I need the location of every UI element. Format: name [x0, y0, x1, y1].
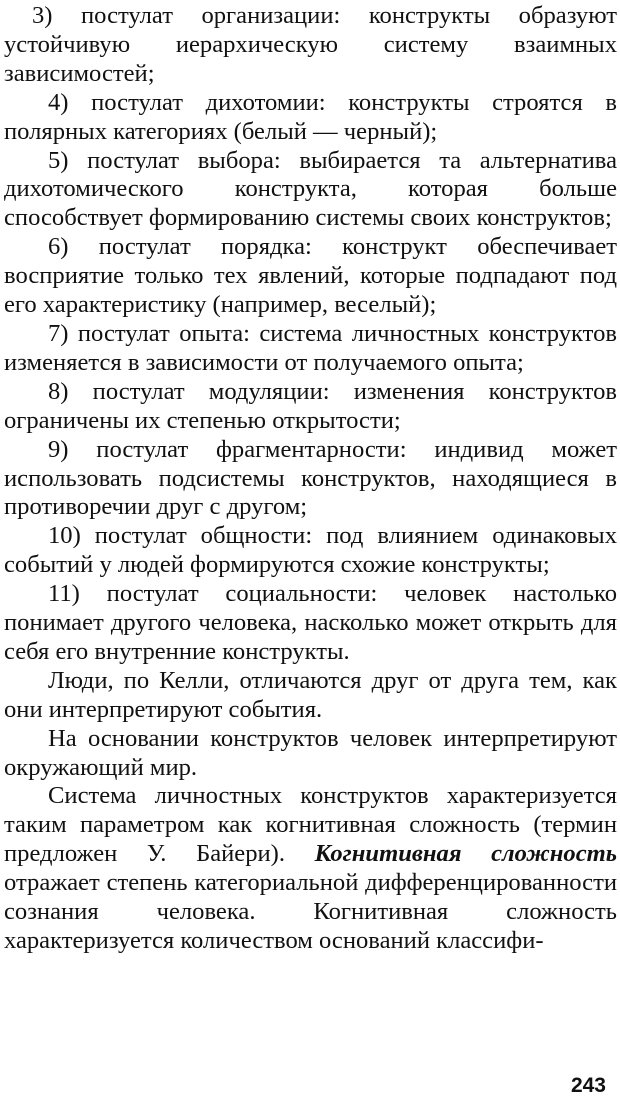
paragraph-postulate-dichotomy: 4) постулат дихотомии: конструкты строятся в полярных категориях (белый — черный);	[4, 88, 617, 145]
term-cognitive-complexity: Когнитивная сложность	[314, 840, 617, 868]
paragraph-kelly-people: Люди, по Келли, отличаются друг от друга тем, как они интерпретируют события.	[4, 666, 617, 723]
paragraph-postulate-commonality: 10) постулат общности: под влиянием одинаковых событий у людей формируются схожие конструкты;	[4, 522, 617, 579]
paragraph-text-before-term: Система личностных конструктов характеризуется таким параметром как когнитивная сложность (термин предложен У. Байери).	[4, 782, 617, 868]
paragraph-postulate-range: 6) постулат порядка: конструкт обеспечивает восприятие только тех явлений, которые подпадают под его характеристику (например, веселый);	[4, 233, 617, 319]
paragraph-postulate-modulation: 8) постулат модуляции: изменения конструктов ограничены их степенью открытости;	[4, 377, 617, 434]
page-number: 243	[570, 1074, 606, 1097]
paragraph-postulate-choice: 5) постулат выбора: выбирается та альтернатива дихотомического конструкта, которая больше способствует формированию системы своих конструктов;	[4, 146, 617, 232]
book-page-text	[4, 2, 617, 956]
paragraph-text-after-term: отражает степень категориальной дифференцированности сознания человека. Когнитивная сложность характеризуется количеством оснований классифи-	[4, 869, 617, 954]
paragraph-postulate-organization: 3) постулат организации: конструкты образуют устойчивую иерархическую систему взаимных зависимостей;	[4, 2, 617, 87]
paragraph-constructs-interpretation: На основании конструктов человек интерпретируют окружающий мир.	[4, 724, 617, 781]
paragraph-postulate-fragmentation: 9) постулат фрагментарности: индивид может использовать подсистемы конструктов, находящиеся в противоречии друг с другом;	[4, 435, 617, 521]
paragraph-postulate-experience: 7) постулат опыта: система личностных конструктов изменяется в зависимости от получаемого опыта;	[4, 319, 617, 376]
paragraph-cognitive-complexity	[4, 782, 617, 955]
paragraph-postulate-sociality: 11) постулат социальности: человек настолько понимает другого человека, насколько может открыть для себя его внутренние конструкты.	[4, 580, 617, 665]
